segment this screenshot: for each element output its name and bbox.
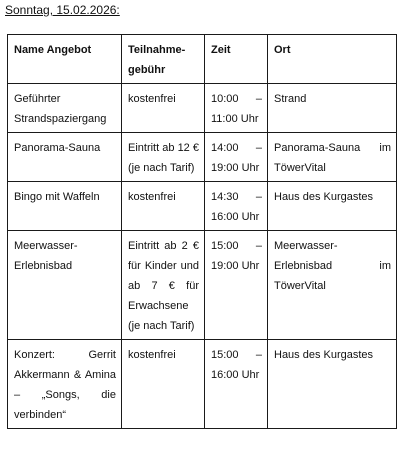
event-fee-cell: Eintritt ab 12 € (je nach Tarif) (122, 133, 205, 182)
table-row (8, 340, 397, 429)
date-heading: Sonntag, 15.02.2026: (5, 3, 120, 17)
event-location-cell: Haus des Kurgastes (268, 340, 397, 429)
event-name-cell: Meerwasser-Erlebnisbad (8, 231, 122, 340)
event-name-cell: Panorama-Sauna (8, 133, 122, 182)
event-fee-cell: kostenfrei (122, 340, 205, 429)
table-header-row (8, 35, 397, 84)
event-name-cell: Konzert: Gerrit Akkermann & Amina – „Songs, die verbinden“ (8, 340, 122, 429)
table-row (8, 133, 397, 182)
event-time-cell: 14:30 – 16:00 Uhr (205, 182, 268, 231)
event-fee-cell: kostenfrei (122, 182, 205, 231)
column-header-time: Zeit (205, 35, 268, 84)
column-header-fee: Teilnahme-gebühr (122, 35, 205, 84)
event-location-cell: Meerwasser-Erlebnisbad im TöwerVital (268, 231, 397, 340)
event-time-cell: 15:00 – 16:00 Uhr (205, 340, 268, 429)
column-header-name: Name Angebot (8, 35, 122, 84)
event-fee-cell: kostenfrei (122, 84, 205, 133)
table-row (8, 231, 397, 340)
column-header-location: Ort (268, 35, 397, 84)
event-fee-cell: Eintritt ab 2 € für Kinder und ab 7 € für Erwachsene (je nach Tarif) (122, 231, 205, 340)
event-location-cell: Haus des Kurgastes (268, 182, 397, 231)
event-location-cell: Strand (268, 84, 397, 133)
event-location-cell: Panorama-Sauna im TöwerVital (268, 133, 397, 182)
event-schedule-table (7, 34, 397, 429)
event-name-cell: Bingo mit Waffeln (8, 182, 122, 231)
event-name-cell: Geführter Strandspaziergang (8, 84, 122, 133)
event-time-cell: 15:00 – 19:00 Uhr (205, 231, 268, 340)
table-row (8, 182, 397, 231)
event-time-cell: 10:00 – 11:00 Uhr (205, 84, 268, 133)
event-time-cell: 14:00 – 19:00 Uhr (205, 133, 268, 182)
table-row (8, 84, 397, 133)
